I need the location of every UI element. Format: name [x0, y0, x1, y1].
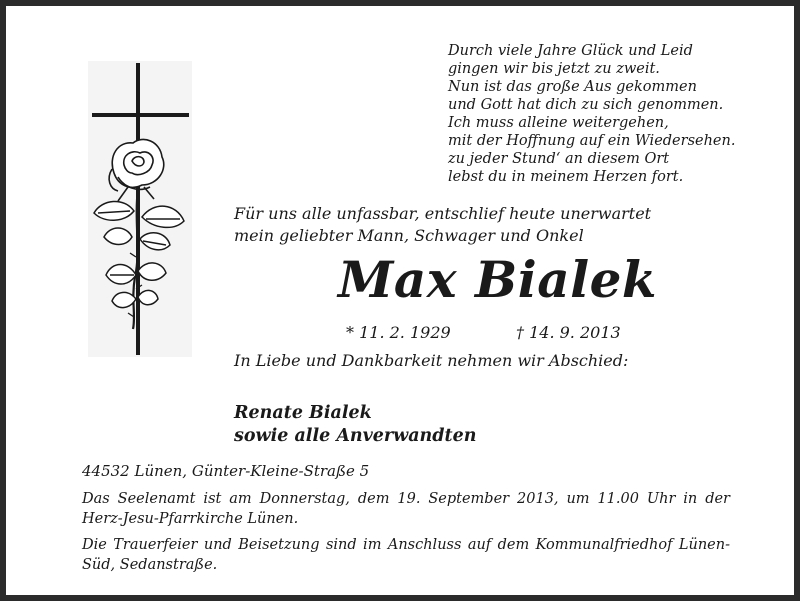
intro-text	[234, 203, 651, 247]
mourners-signature	[234, 402, 476, 448]
intro-line: Für uns alle unfassbar, entschlief heute unerwartet	[234, 204, 652, 223]
intro-line: mein geliebter Mann, Schwager und Onkel	[234, 226, 584, 245]
poem-line: zu jeder Stund‘ an diesem Ort	[448, 151, 670, 167]
poem-line: Nun ist das große Aus gekommen	[448, 79, 697, 95]
farewell-text: In Liebe und Dankbarkeit nehmen wir Abschied:	[234, 351, 629, 370]
memorial-poem	[448, 42, 735, 186]
death-date: † 14. 9. 2013	[516, 323, 621, 342]
birth-date: * 11. 2. 1929	[346, 323, 451, 342]
poem-line: mit der Hoffnung auf ein Wiedersehen.	[448, 133, 736, 149]
mourner-address: 44532 Lünen, Günter-Kleine-Straße 5	[82, 462, 370, 480]
poem-line: lebst du in meinem Herzen fort.	[448, 169, 684, 185]
poem-line: gingen wir bis jetzt zu zweit.	[448, 61, 660, 77]
burial-info: Die Trauerfeier und Beisetzung sind im Anschluss auf dem Kommunalfriedhof Lünen-Süd, Sedanstraße.	[82, 537, 730, 573]
mourner-line: Renate Bialek	[234, 403, 372, 423]
poem-line: und Gott hat dich zu sich genommen.	[448, 97, 724, 113]
requiem-info: Das Seelenamt ist am Donnerstag, dem 19. September 2013, um 11.00 Uhr in der Herz-Jesu-Pfarrkirche Lünen.	[82, 491, 730, 527]
cross-with-rose-icon	[88, 61, 192, 357]
deceased-name: Max Bialek	[338, 250, 658, 309]
poem-line: Ich muss alleine weitergehen,	[448, 115, 669, 131]
mourner-line: sowie alle Anverwandten	[234, 426, 477, 446]
poem-line: Durch viele Jahre Glück und Leid	[448, 43, 693, 59]
